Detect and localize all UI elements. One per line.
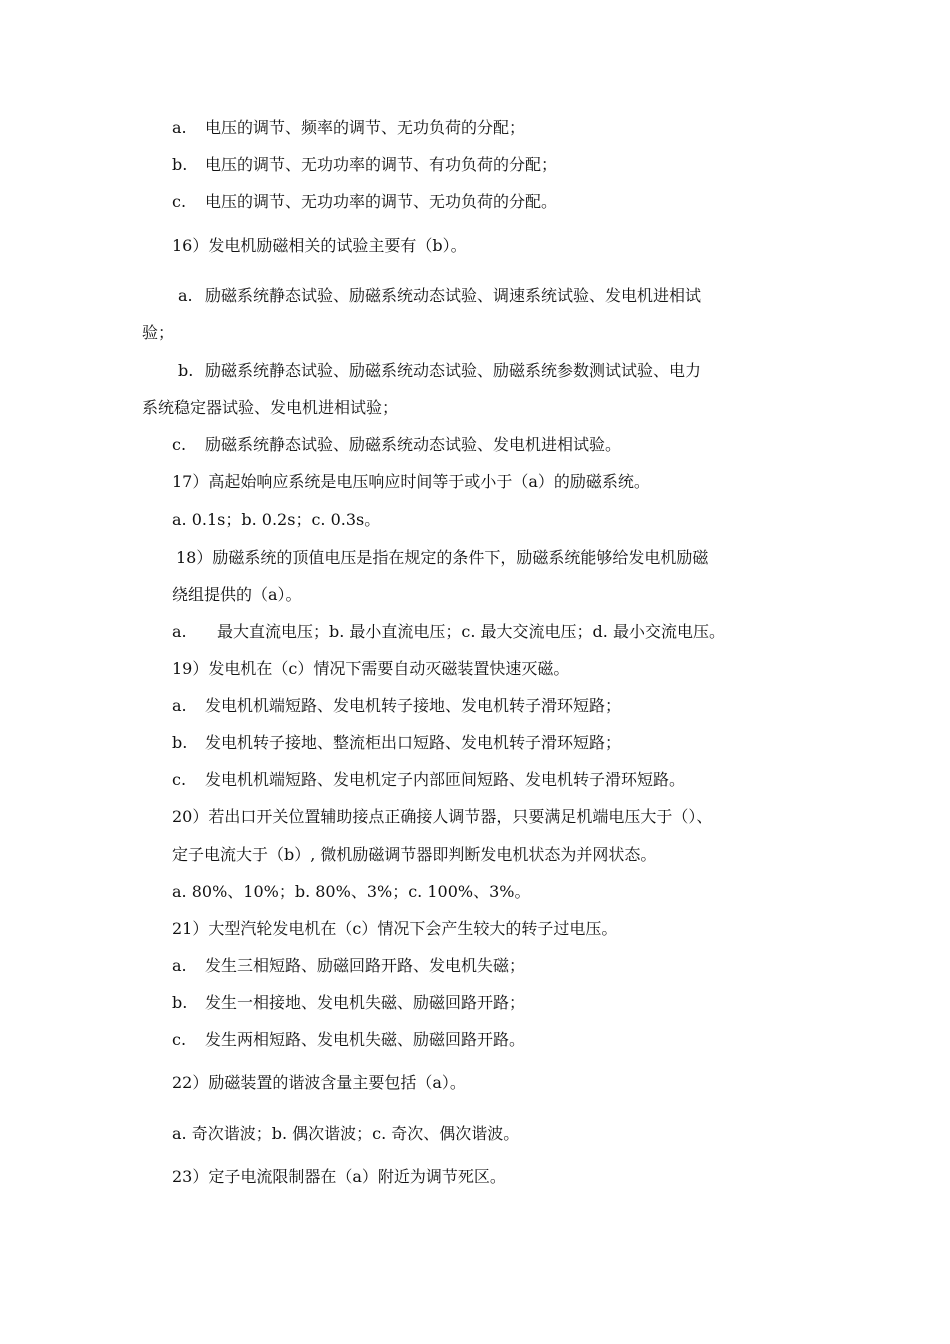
question-line: 21）大型汽轮发电机在（c）情况下会产生较大的转子过电压。 — [172, 919, 618, 938]
option-label: a. — [172, 696, 187, 715]
option-label: b. — [178, 361, 194, 380]
option-label: a. — [178, 286, 193, 305]
option-continuation: 系统稳定器试验、发电机进相试验； — [142, 398, 399, 417]
question-continuation: 定子电流大于（b）, 微机励磁调节器即判断发电机状态为并网状态。 — [172, 845, 657, 864]
option-text: 发生一相接地、发电机失磁、励磁回路开路； — [205, 993, 526, 1012]
option-continuation: 验； — [142, 323, 175, 342]
option-text: 电压的调节、无功功率的调节、无功负荷的分配。 — [205, 192, 558, 211]
option-line: a. 80%、10%；b. 80%、3%；c. 100%、3%。 — [172, 882, 531, 901]
option-label: b. — [172, 993, 188, 1012]
option-text: 发生两相短路、发电机失磁、励磁回路开路。 — [205, 1030, 526, 1049]
option-label: b. — [172, 155, 188, 174]
question-line: 23）定子电流限制器在（a）附近为调节死区。 — [172, 1167, 506, 1186]
option-line — [172, 155, 557, 175]
option-line: a. 0.1s；b. 0.2s；c. 0.3s。 — [172, 510, 381, 529]
option-text: 发电机机端短路、发电机定子内部匝间短路、发电机转子滑环短路。 — [205, 770, 686, 789]
option-line — [178, 361, 701, 381]
option-label: a. — [172, 956, 187, 975]
option-label: c. — [172, 435, 187, 454]
option-line — [172, 696, 621, 716]
option-text: 发生三相短路、励磁回路开路、发电机失磁； — [205, 956, 526, 975]
question-continuation: 绕组提供的（a）。 — [172, 585, 302, 604]
option-line — [172, 770, 685, 790]
option-text: 励磁系统静态试验、励磁系统动态试验、调速系统试验、发电机进相试 — [205, 286, 702, 305]
question-line: 17）高起始响应系统是电压响应时间等于或小于（a）的励磁系统。 — [172, 472, 650, 491]
question-line: 22）励磁装置的谐波含量主要包括（a）。 — [172, 1073, 466, 1092]
option-label: c. — [172, 770, 187, 789]
option-line — [172, 192, 557, 212]
question-line: 16）发电机励磁相关的试验主要有（b）。 — [172, 236, 467, 255]
option-line: a. 奇次谐波；b. 偶次谐波；c. 奇次、偶次谐波。 — [172, 1124, 520, 1143]
option-line — [178, 286, 701, 306]
option-text: 励磁系统静态试验、励磁系统动态试验、励磁系统参数测试试验、电力 — [205, 361, 702, 380]
option-text: 最大直流电压；b. 最小直流电压；c. 最大交流电压；d. 最小交流电压。 — [217, 622, 725, 641]
option-label: b. — [172, 733, 188, 752]
option-line — [172, 1030, 525, 1050]
question-line: 20）若出口开关位置辅助接点正确接人调节器，只要满足机端电压大于（）、 — [172, 807, 713, 826]
option-line — [172, 118, 525, 138]
option-label: a. — [172, 118, 187, 137]
option-text: 发电机机端短路、发电机转子接地、发电机转子滑环短路； — [205, 696, 622, 715]
option-text: 电压的调节、频率的调节、无功负荷的分配； — [205, 118, 526, 137]
option-line — [172, 435, 621, 455]
option-line — [172, 956, 525, 976]
option-line — [172, 622, 725, 642]
option-text: 励磁系统静态试验、励磁系统动态试验、发电机进相试验。 — [205, 435, 622, 454]
option-label: c. — [172, 1030, 187, 1049]
option-text: 发电机转子接地、整流柜出口短路、发电机转子滑环短路； — [205, 733, 622, 752]
option-line — [172, 733, 621, 753]
question-line: 18）励磁系统的顶值电压是指在规定的条件下，励磁系统能够给发电机励磁 — [176, 548, 709, 567]
question-line: 19）发电机在（c）情况下需要自动灭磁装置快速灭磁。 — [172, 659, 570, 678]
option-label: a. — [172, 622, 187, 641]
option-text: 电压的调节、无功功率的调节、有功负荷的分配； — [205, 155, 558, 174]
option-label: c. — [172, 192, 187, 211]
option-line — [172, 993, 525, 1013]
